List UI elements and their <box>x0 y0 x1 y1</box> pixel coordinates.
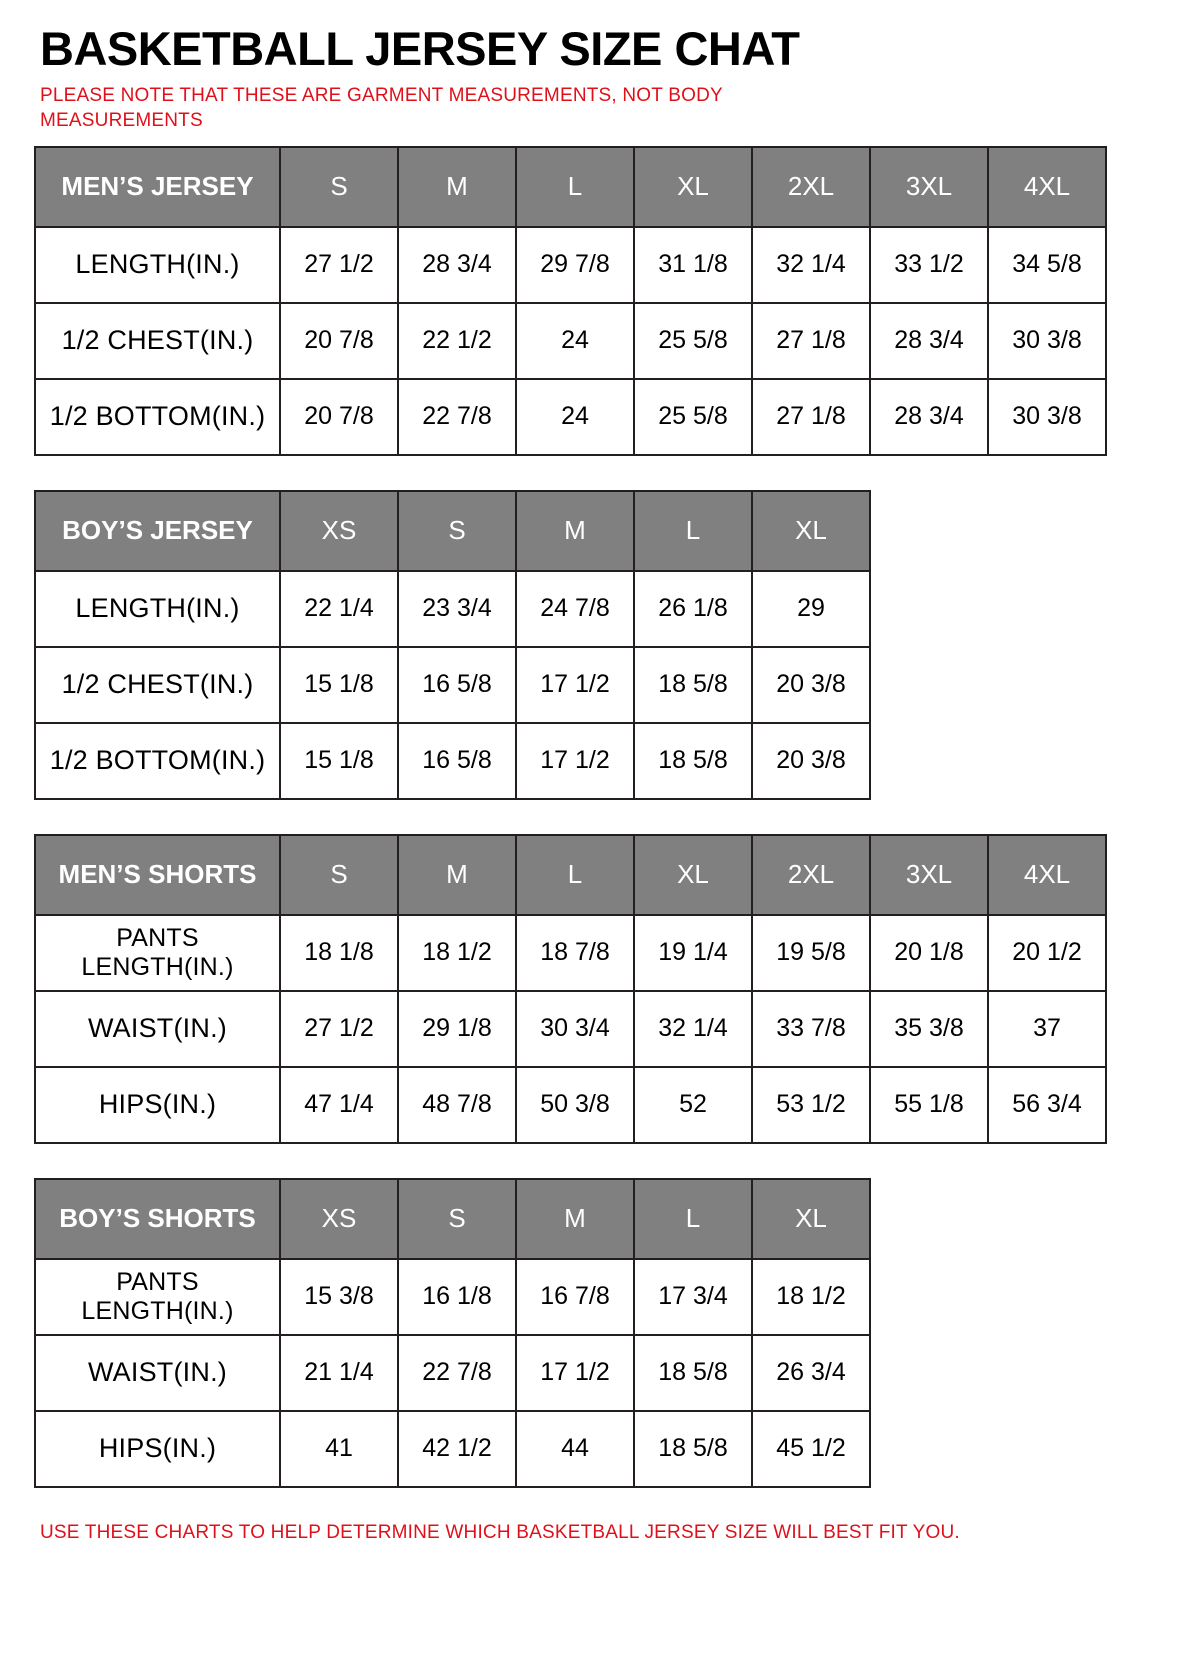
row-label-cell: WAIST(IN.) <box>35 991 280 1067</box>
measurement-cell: 17 1/2 <box>516 647 634 723</box>
measurement-cell: 27 1/8 <box>752 303 870 379</box>
measurement-cell: 15 3/8 <box>280 1259 398 1335</box>
measurement-cell: 15 1/8 <box>280 647 398 723</box>
measurement-cell: 18 5/8 <box>634 723 752 799</box>
measurement-cell: 24 <box>516 379 634 455</box>
size-header-cell: M <box>516 491 634 571</box>
measurement-cell: 17 1/2 <box>516 1335 634 1411</box>
row-label-cell: PANTS LENGTH(IN.) <box>35 915 280 991</box>
table-row <box>35 991 1106 1067</box>
measurement-cell: 28 3/4 <box>398 227 516 303</box>
measurement-cell: 31 1/8 <box>634 227 752 303</box>
measurement-cell: 26 1/8 <box>634 571 752 647</box>
measurement-cell: 29 7/8 <box>516 227 634 303</box>
measurement-cell: 20 3/8 <box>752 647 870 723</box>
size-table-mens-jersey <box>34 146 1107 456</box>
row-label-cell: 1/2 BOTTOM(IN.) <box>35 379 280 455</box>
measurement-cell: 56 3/4 <box>988 1067 1106 1143</box>
size-header-cell: 2XL <box>752 835 870 915</box>
measurement-cell: 42 1/2 <box>398 1411 516 1487</box>
measurement-cell: 30 3/4 <box>516 991 634 1067</box>
measurement-cell: 27 1/8 <box>752 379 870 455</box>
measurement-cell: 50 3/8 <box>516 1067 634 1143</box>
measurement-cell: 18 1/8 <box>280 915 398 991</box>
measurement-cell: 27 1/2 <box>280 227 398 303</box>
measurement-cell: 35 3/8 <box>870 991 988 1067</box>
table-row <box>35 1259 870 1335</box>
table-title-cell: BOY’S JERSEY <box>35 491 280 571</box>
row-label-cell: LENGTH(IN.) <box>35 227 280 303</box>
measurement-cell: 53 1/2 <box>752 1067 870 1143</box>
row-label-cell: LENGTH(IN.) <box>35 571 280 647</box>
footer-note: USE THESE CHARTS TO HELP DETERMINE WHICH BASKETBALL JERSEY SIZE WILL BEST FIT YOU. <box>40 1521 960 1543</box>
measurement-cell: 17 1/2 <box>516 723 634 799</box>
table-header-row <box>35 147 1106 227</box>
measurement-cell: 18 5/8 <box>634 1411 752 1487</box>
row-label-cell: 1/2 BOTTOM(IN.) <box>35 723 280 799</box>
size-header-cell: XL <box>634 147 752 227</box>
table-title-cell: MEN’S JERSEY <box>35 147 280 227</box>
row-label-cell: WAIST(IN.) <box>35 1335 280 1411</box>
table-row <box>35 723 870 799</box>
measurement-cell: 22 1/4 <box>280 571 398 647</box>
measurement-cell: 16 7/8 <box>516 1259 634 1335</box>
table-row <box>35 1411 870 1487</box>
measurement-cell: 47 1/4 <box>280 1067 398 1143</box>
table-header-row <box>35 491 870 571</box>
row-label-cell: 1/2 CHEST(IN.) <box>35 303 280 379</box>
measurement-cell: 30 3/8 <box>988 303 1106 379</box>
measurement-cell: 28 3/4 <box>870 379 988 455</box>
measurement-cell: 25 5/8 <box>634 379 752 455</box>
measurement-cell: 23 3/4 <box>398 571 516 647</box>
measurement-cell: 20 1/8 <box>870 915 988 991</box>
size-header-cell: XS <box>280 491 398 571</box>
measurement-cell: 15 1/8 <box>280 723 398 799</box>
row-label-cell: 1/2 CHEST(IN.) <box>35 647 280 723</box>
measurement-cell: 19 5/8 <box>752 915 870 991</box>
page-title: BASKETBALL JERSEY SIZE CHAT <box>40 22 800 75</box>
measurement-cell: 18 1/2 <box>398 915 516 991</box>
row-label-cell: HIPS(IN.) <box>35 1067 280 1143</box>
table-title-cell: MEN’S SHORTS <box>35 835 280 915</box>
table-row <box>35 647 870 723</box>
size-header-cell: S <box>280 147 398 227</box>
size-header-cell: L <box>634 491 752 571</box>
size-header-cell: L <box>516 835 634 915</box>
measurement-cell: 52 <box>634 1067 752 1143</box>
table-row <box>35 303 1106 379</box>
table-row <box>35 1067 1106 1143</box>
measurement-cell: 17 3/4 <box>634 1259 752 1335</box>
row-label-cell: HIPS(IN.) <box>35 1411 280 1487</box>
size-header-cell: L <box>634 1179 752 1259</box>
measurement-cell: 48 7/8 <box>398 1067 516 1143</box>
size-header-cell: M <box>398 147 516 227</box>
measurement-cell: 33 1/2 <box>870 227 988 303</box>
measurement-cell: 19 1/4 <box>634 915 752 991</box>
measurement-cell: 16 5/8 <box>398 723 516 799</box>
measurement-cell: 29 <box>752 571 870 647</box>
measurement-cell: 28 3/4 <box>870 303 988 379</box>
measurement-cell: 30 3/8 <box>988 379 1106 455</box>
size-header-cell: 2XL <box>752 147 870 227</box>
size-header-cell: S <box>398 1179 516 1259</box>
table-row <box>35 915 1106 991</box>
measurement-cell: 29 1/8 <box>398 991 516 1067</box>
measurement-cell: 18 1/2 <box>752 1259 870 1335</box>
measurement-cell: 20 1/2 <box>988 915 1106 991</box>
tables-container <box>34 146 1172 1488</box>
measurement-cell: 20 7/8 <box>280 303 398 379</box>
table-row <box>35 1335 870 1411</box>
size-table-mens-shorts <box>34 834 1107 1144</box>
measurement-cell: 26 3/4 <box>752 1335 870 1411</box>
measurement-cell: 20 7/8 <box>280 379 398 455</box>
table-header-row <box>35 835 1106 915</box>
measurement-cell: 22 7/8 <box>398 1335 516 1411</box>
size-header-cell: XL <box>634 835 752 915</box>
table-row <box>35 379 1106 455</box>
table-row <box>35 227 1106 303</box>
table-row <box>35 571 870 647</box>
size-header-cell: M <box>516 1179 634 1259</box>
row-label-cell: PANTS LENGTH(IN.) <box>35 1259 280 1335</box>
size-header-cell: M <box>398 835 516 915</box>
measurement-cell: 55 1/8 <box>870 1067 988 1143</box>
measurement-cell: 24 7/8 <box>516 571 634 647</box>
size-header-cell: XL <box>752 491 870 571</box>
measurement-cell: 16 1/8 <box>398 1259 516 1335</box>
measurement-cell: 18 5/8 <box>634 647 752 723</box>
size-table-boys-shorts <box>34 1178 871 1488</box>
measurement-cell: 20 3/8 <box>752 723 870 799</box>
size-header-cell: S <box>280 835 398 915</box>
size-header-cell: 3XL <box>870 147 988 227</box>
size-header-cell: XL <box>752 1179 870 1259</box>
measurement-cell: 44 <box>516 1411 634 1487</box>
size-header-cell: 4XL <box>988 835 1106 915</box>
measurement-cell: 34 5/8 <box>988 227 1106 303</box>
table-title-cell: BOY’S SHORTS <box>35 1179 280 1259</box>
measurement-cell: 37 <box>988 991 1106 1067</box>
size-header-cell: 3XL <box>870 835 988 915</box>
size-header-cell: 4XL <box>988 147 1106 227</box>
measurement-cell: 33 7/8 <box>752 991 870 1067</box>
size-table-boys-jersey <box>34 490 871 800</box>
measurement-cell: 45 1/2 <box>752 1411 870 1487</box>
size-header-cell: L <box>516 147 634 227</box>
measurement-cell: 22 1/2 <box>398 303 516 379</box>
measurement-cell: 16 5/8 <box>398 647 516 723</box>
measurement-cell: 18 5/8 <box>634 1335 752 1411</box>
measurement-cell: 25 5/8 <box>634 303 752 379</box>
measurement-cell: 22 7/8 <box>398 379 516 455</box>
measurement-cell: 27 1/2 <box>280 991 398 1067</box>
measurement-cell: 24 <box>516 303 634 379</box>
measurement-cell: 21 1/4 <box>280 1335 398 1411</box>
measurement-cell: 32 1/4 <box>634 991 752 1067</box>
table-header-row <box>35 1179 870 1259</box>
measurement-cell: 32 1/4 <box>752 227 870 303</box>
size-header-cell: XS <box>280 1179 398 1259</box>
measurement-note: PLEASE NOTE THAT THESE ARE GARMENT MEASUREMENTS, NOT BODY MEASUREMENTS <box>40 85 723 132</box>
measurement-cell: 18 7/8 <box>516 915 634 991</box>
size-header-cell: S <box>398 491 516 571</box>
measurement-cell: 41 <box>280 1411 398 1487</box>
